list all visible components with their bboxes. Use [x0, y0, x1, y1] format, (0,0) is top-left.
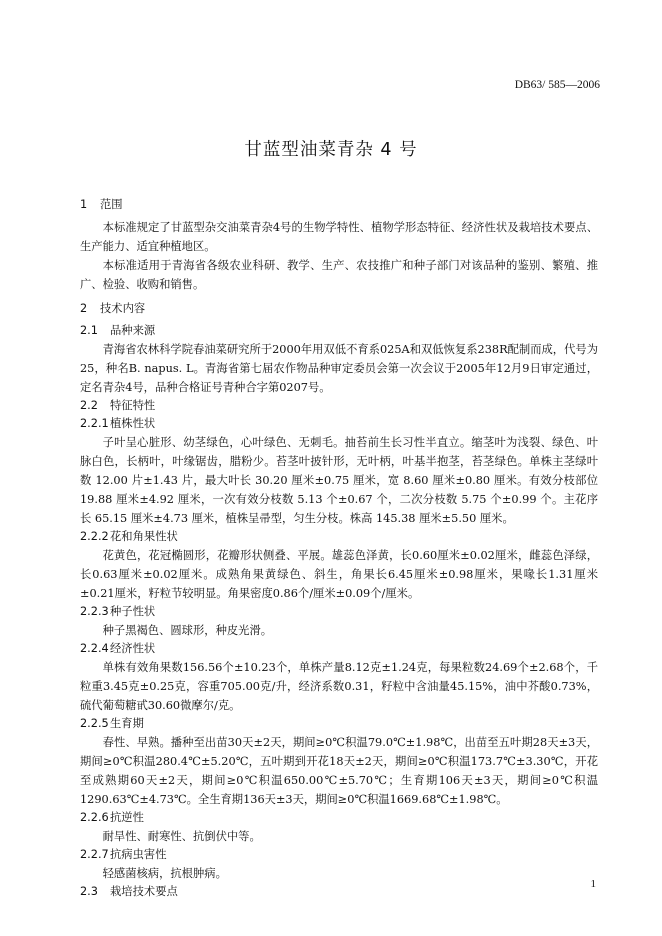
- body-paragraph: 单株有效角果数156.56个±10.23个，单株产量8.12克±1.24克，每果粒数24.69个±2.68个，千粒重3.45克±0.25克，容重705.00克/升，经济系数0.31，籽粒中含油量45.15%，油中芥酸0.73%，硫代葡萄糖甙30.60微摩尔/克。: [80, 661, 598, 712]
- section-title: 种子性状: [110, 605, 156, 618]
- section-title: 花和角果性状: [110, 530, 178, 543]
- section-heading: [80, 715, 598, 733]
- section-heading: [80, 640, 598, 658]
- section-heading: [80, 603, 598, 621]
- section-number: 2.2.6: [80, 811, 109, 824]
- section-title: 经济性状: [110, 642, 156, 655]
- section-heading: [80, 528, 598, 546]
- section-heading: [80, 846, 598, 864]
- body-paragraph: 种子黑褐色、圆球形，种皮光滑。: [102, 624, 273, 637]
- body-paragraph: 耐旱性、耐寒性、抗倒伏中等。: [102, 830, 261, 843]
- section-heading: [80, 300, 598, 318]
- section-title: 品种来源: [110, 324, 156, 337]
- section-title: 抗病虫害性: [110, 848, 167, 861]
- section-heading: [80, 415, 598, 433]
- section-number: 2.3: [80, 885, 98, 898]
- section-heading: [80, 196, 598, 214]
- section-heading: [80, 809, 598, 827]
- section-number: 2.2: [80, 399, 98, 412]
- section-number: 2.2.4: [80, 642, 109, 655]
- page-title: 甘蓝型油菜青杂 4 号: [244, 140, 418, 160]
- section-number: 2.2.1: [80, 417, 109, 430]
- document-body: [80, 190, 598, 901]
- section-heading: [80, 883, 598, 901]
- section-number: 2.2.5: [80, 717, 109, 730]
- section-title: 技术内容: [100, 302, 146, 315]
- section-number: 2.2.7: [80, 848, 109, 861]
- document-code: DB63/ 585—2006: [514, 79, 600, 91]
- body-paragraph: 轻感菌核病，抗根肿病。: [102, 867, 227, 880]
- section-title: 抗逆性: [110, 811, 144, 824]
- section-number: 2: [80, 302, 88, 315]
- section-number: 1: [80, 198, 88, 211]
- section-number: 2.1: [80, 324, 98, 337]
- section-title: 植株性状: [110, 417, 156, 430]
- body-paragraph: 本标准适用于青海省各级农业科研、教学、生产、农技推广和种子部门对该品种的鉴别、繁殖、推广、检验、收购和销售。: [80, 259, 598, 291]
- section-heading: [80, 397, 598, 415]
- body-paragraph: 本标准规定了甘蓝型杂交油菜青杂4号的生物学特性、植物学形态特征、经济性状及栽培技术要点、生产能力、适宜种植地区。: [80, 221, 598, 253]
- body-paragraph: 青海省农林科学院春油菜研究所于2000年用双低不育系025A和双低恢复系238R配制而成，代号为25，种名B. napus. L。青海省第七届农作物品种审定委员会第一次会议于2005年12月9日审定通过，定名青杂4号，品种合格证号青种合字第0207号。: [80, 343, 598, 394]
- section-number: 2.2.3: [80, 605, 109, 618]
- section-number: 2.2.2: [80, 530, 109, 543]
- section-heading: [80, 322, 598, 340]
- body-paragraph: 花黄色，花冠椭圆形，花瓣形状侧叠、平展。雄蕊色泽黄，长0.60厘米±0.02厘米，雌蕊色泽绿，长0.63厘米±0.02厘米。成熟角果黄绿色、斜生，角果长6.45厘米±0.98厘米，果喙长1.31厘米±0.21厘米，籽粒节较明显。角果密度0.86个/厘米±0.09个/厘米。: [80, 549, 598, 600]
- section-title: 特征特性: [110, 399, 156, 412]
- page-number: 1: [590, 878, 596, 890]
- section-title: 范围: [100, 198, 123, 211]
- body-paragraph: 春性、早熟。播种至出苗30天±2天，期间≥0℃积温79.0℃±1.98℃，出苗至五叶期28天±3天，期间≥0℃积温280.4℃±5.20℃，五叶期到开花18天±2天，期间≥0℃积温173.7℃±3.30℃，开花至成熟期60天±2天，期间≥0℃积温650.00℃±5.70℃；生育期106天±3天，期间≥0℃积温1290.63℃±4.73℃。全生育期136天±3天，期间≥0℃积温1669.68℃±1.98℃。: [80, 736, 598, 806]
- section-title: 栽培技术要点: [110, 885, 178, 898]
- section-title: 生育期: [110, 717, 144, 730]
- body-paragraph: 子叶呈心脏形、幼茎绿色，心叶绿色、无刺毛。抽苔前生长习性半直立。缩茎叶为浅裂、绿色、叶脉白色，长柄叶，叶缘锯齿，腊粉少。苔茎叶披针形，无叶柄，叶基半抱茎，苔茎绿色。单株主茎绿叶数 12.00 片±1.43 片，最大叶长 30.20 厘米±0.75 厘米，宽 8.60 厘米±0.80 厘米。有效分枝部位 19.88 厘米±4.92 厘米，一次有效分枝数 5.13 个±0.67 个，二次分枝数 5.75 个±0.99 个。主花序长 65.15 厘米±4.73 厘米，植株呈帚型，匀生分枝。株高 145.38 厘米±5.50 厘米。: [80, 436, 598, 525]
